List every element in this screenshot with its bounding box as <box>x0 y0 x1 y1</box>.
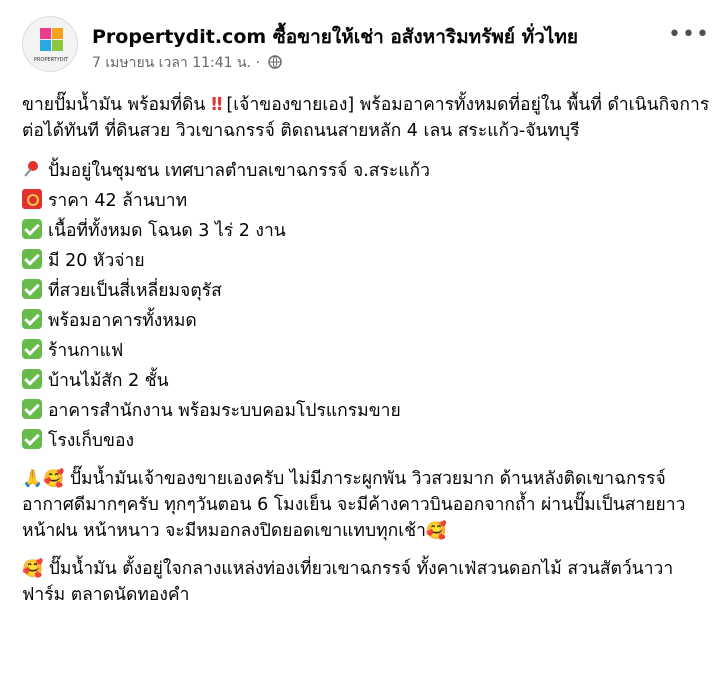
post-intro <box>22 92 714 144</box>
pushpin-icon <box>22 159 42 179</box>
page-name-link[interactable]: Propertydit.com ซื้อขายให้เช่า อสังหาริมทรัพย์ ทั่วไทย <box>92 26 579 48</box>
check-mark-icon <box>22 429 42 449</box>
smiling-face-with-hearts-icon: 🥰 <box>22 559 44 579</box>
feature-text: พร้อมอาคารทั้งหมด <box>48 311 197 331</box>
list-item <box>22 336 714 366</box>
smiling-face-with-hearts-icon: 🥰 <box>425 521 448 541</box>
list-item <box>22 276 714 306</box>
feature-text: เนื้อที่ทั้งหมด โฉนด 3 ไร่ 2 งาน <box>48 221 286 241</box>
list-item-location <box>22 156 714 186</box>
post-timestamp[interactable]: 7 เมษายน เวลา 11:41 น. · <box>92 55 260 71</box>
list-item <box>22 366 714 396</box>
list-item <box>22 426 714 456</box>
intro-text-a: ขายปั๊มน้ำมัน พร้อมที่ดิน <box>22 95 206 115</box>
check-mark-icon <box>22 279 42 299</box>
post-header <box>22 12 708 72</box>
post-paragraph-3 <box>22 556 714 608</box>
paragraph-3-text: ปั๊มน้ำมัน ตั้งอยู่ใจกลางแหล่งท่องเที่ยวเขาฉกรรจ์ ทั้งคาเฟ่สวนดอกไม้ สวนสัตว์นาวาฟาร์ม ตลาดนัดทองคำ <box>22 559 674 605</box>
avatar-label: PROPERTYDIT <box>33 57 69 63</box>
list-item <box>22 246 714 276</box>
post-paragraph-2 <box>22 466 714 544</box>
check-mark-icon <box>22 339 42 359</box>
paragraph-2-text: ปั๊มน้ำมันเจ้าของขายเองครับ ไม่มีภาระผูกพัน วิวสวยมาก ด้านหลังติดเขาฉกรรจ์ อากาศดีมากๆครับ ทุกๆวันตอน 6 โมงเย็น จะมีค้างคาวบินออกจากถ้ำ ผ่านปั๊มเป็นสายยาว หน้าฝน หน้าหนาว จะมีหมอกลงปิดยอดเขาแทบทุกเช้า <box>22 469 686 541</box>
list-item-price <box>22 186 714 216</box>
feature-text: บ้านไม้สัก 2 ชั้น <box>48 371 169 391</box>
propertydit-logo-icon <box>23 17 78 72</box>
check-mark-icon <box>22 399 42 419</box>
smiling-face-with-hearts-icon: 🥰 <box>43 469 65 489</box>
post-meta <box>92 52 282 74</box>
list-item <box>22 306 714 336</box>
feature-text: มี 20 หัวจ่าย <box>48 251 145 271</box>
more-options-icon[interactable]: ••• <box>668 22 710 47</box>
money-icon <box>22 189 42 209</box>
feature-text: อาคารสำนักงาน พร้อมระบบคอมโปรแกรมขาย <box>48 401 401 421</box>
check-mark-icon <box>22 309 42 329</box>
page-avatar[interactable] <box>22 16 78 72</box>
check-mark-icon <box>22 219 42 239</box>
feature-list <box>22 156 714 456</box>
folded-hands-icon: 🙏 <box>22 469 44 489</box>
feature-text: ที่สวยเป็นสี่เหลี่ยมจตุรัส <box>48 281 222 301</box>
post-body <box>22 92 714 620</box>
list-item <box>22 396 714 426</box>
location-text: ปั้มอยู่ในชุมชน เทศบาลตำบลเขาฉกรรจ์ จ.สระแก้ว <box>48 161 430 181</box>
check-mark-icon <box>22 369 42 389</box>
check-mark-icon <box>22 249 42 269</box>
feature-text: โรงเก็บของ <box>48 431 135 451</box>
feature-text: ร้านกาแฟ <box>48 341 124 361</box>
double-exclamation-icon: ‼ <box>211 95 221 115</box>
intro-text-b: [เจ้าของขายเอง] พร้อมอาคารทั้งหมดที่อยู่ใน พื้นที่ ดำเนินกิจการต่อได้ทันที ที่ดินสวย วิวเขาฉกรรจ์ ติดถนนสายหลัก 4 เลน สระแก้ว-จันทบุรี <box>22 95 710 141</box>
price-text: ราคา 42 ล้านบาท <box>48 191 188 211</box>
list-item <box>22 216 714 246</box>
globe-icon[interactable] <box>268 55 282 73</box>
